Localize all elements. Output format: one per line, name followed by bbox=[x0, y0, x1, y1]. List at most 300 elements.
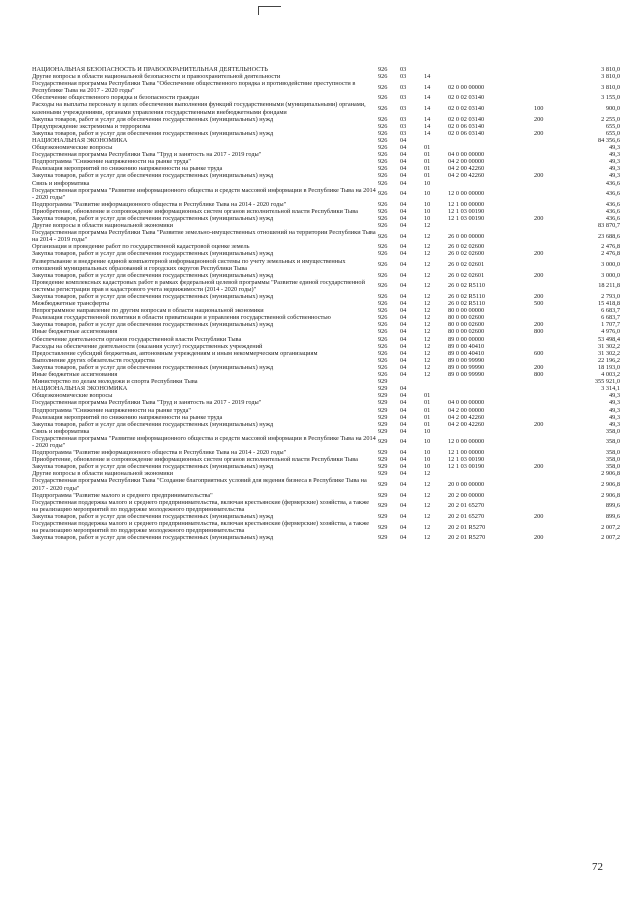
expense-type-code bbox=[533, 385, 569, 392]
expense-type-code bbox=[533, 407, 569, 414]
target-article-code: 89 0 00 40410 bbox=[448, 349, 485, 357]
subsection-code: 01 bbox=[424, 151, 431, 159]
subsection-code: 10 bbox=[424, 456, 431, 464]
amount: 899,6 bbox=[605, 502, 620, 510]
row-name: Закупка товаров, работ и услуг для обеспечения государственных (муниципальных) нужд bbox=[32, 271, 274, 279]
amount: 49,3 bbox=[608, 406, 620, 414]
row-name: Государственная поддержка малого и среднего предпринимательства, включая крестьянские (фермерские) хозяйства, а также на реализацию мероприятий по поддержке молодежного предпринимательства bbox=[32, 498, 370, 513]
amount: 900,0 bbox=[605, 105, 620, 113]
ministry-code: 926 bbox=[378, 300, 388, 308]
amount: 4 003,2 bbox=[601, 371, 620, 379]
target-article-code: 12 1 03 00190 bbox=[448, 456, 485, 464]
target-article-code: 12 0 00 00000 bbox=[448, 190, 485, 198]
target-article-code: 89 0 00 40410 bbox=[448, 342, 485, 350]
section-code: 04 bbox=[400, 214, 407, 222]
target-article-code bbox=[447, 392, 533, 399]
section-code: 04 bbox=[400, 427, 407, 435]
amount: 84 356,6 bbox=[597, 136, 620, 144]
expense-type-code bbox=[533, 336, 569, 343]
amount: 49,3 bbox=[608, 413, 620, 421]
ministry-code: 926 bbox=[378, 307, 388, 315]
amount: 6 683,7 bbox=[601, 307, 620, 315]
ministry-code: 926 bbox=[378, 105, 388, 113]
row-name: Расходы на выплаты персоналу в целях обеспечения выполнения функций государственными (муниципальными) органами, казенными учреждениями, органами управления государственными внебюджетными фондами bbox=[32, 101, 366, 116]
row-name: Государственная программа Республики Тыва "Обеспечение общественного порядка и противодействие преступности в Республике Тыва на 2017 - 2020 годы" bbox=[32, 80, 356, 95]
table-row bbox=[31, 314, 621, 321]
section-code: 04 bbox=[400, 151, 407, 159]
subsection-code: 12 bbox=[424, 271, 431, 279]
target-article-code: 12 1 03 00190 bbox=[448, 214, 485, 222]
expense-type-code bbox=[533, 80, 569, 94]
subsection-code: 12 bbox=[424, 282, 431, 290]
ministry-code: 926 bbox=[378, 250, 388, 258]
target-article-code: 12 1 00 00000 bbox=[448, 200, 485, 208]
target-article-code bbox=[447, 66, 533, 73]
subsection-code: 12 bbox=[424, 371, 431, 379]
row-name: Государственная программа Республики Тыва "Труд и занятость на 2017 - 2019 годы" bbox=[32, 151, 262, 159]
subsection-code: 10 bbox=[424, 438, 431, 446]
target-article-code bbox=[447, 73, 533, 80]
ministry-code: 926 bbox=[378, 136, 388, 144]
row-name: Государственная программа Республики Тыва "Создание благоприятных условий для ведения бизнеса в Республике Тыва на 2017 - 2020 годы" bbox=[32, 477, 367, 492]
row-name: Подпрограмма "Развитие информационного общества в Республике Тыва на 2014 - 2020 годы" bbox=[32, 200, 287, 208]
target-article-code: 26 0 02 02601 bbox=[448, 271, 485, 279]
expense-type-code bbox=[533, 470, 569, 477]
subsection-code: 12 bbox=[424, 523, 431, 531]
table-row bbox=[31, 165, 621, 172]
amount: 3 000,0 bbox=[601, 261, 620, 269]
table-row bbox=[31, 137, 621, 144]
expense-type-code bbox=[533, 449, 569, 456]
page-number: 72 bbox=[592, 861, 603, 873]
row-name: Государственная программа "Развитие информационного общества и средств массовой информации в Республике Тыва на 2014 - 2020 годы" bbox=[32, 434, 376, 449]
section-code: 04 bbox=[400, 456, 407, 464]
expense-type-code bbox=[533, 314, 569, 321]
row-name: Иные бюджетные ассигнования bbox=[32, 328, 118, 336]
expense-type-code bbox=[533, 187, 569, 201]
amount: 49,3 bbox=[608, 392, 620, 400]
row-name: Предупреждение экстремизма и терроризма bbox=[32, 122, 151, 130]
target-article-code: 26 0 00 00000 bbox=[448, 232, 485, 240]
row-name: Проведение комплексных кадастровых работ в рамках федеральной целевой программы "Развитие единой государственной системы регистрации прав и кадастрового учета недвижимости (2014 - 2020 годы)" bbox=[32, 278, 365, 293]
row-name: Расходы на обеспечение деятельности (оказания услуг) государственных учреждений bbox=[32, 342, 263, 350]
amount: 2 906,8 bbox=[601, 491, 620, 499]
ministry-code: 929 bbox=[378, 523, 388, 531]
section-code: 04 bbox=[400, 349, 407, 357]
ministry-code: 926 bbox=[378, 271, 388, 279]
table-row bbox=[31, 187, 621, 201]
row-name: Подпрограмма "Снижение напряженности на рынке труда" bbox=[32, 406, 191, 414]
section-code: 04 bbox=[400, 420, 407, 428]
section-code: 04 bbox=[400, 371, 407, 379]
subsection-code: 10 bbox=[424, 190, 431, 198]
row-name: Организация и проведение работ по государственной кадастровой оценке земель bbox=[32, 243, 250, 251]
section-code: 04 bbox=[400, 523, 407, 531]
table-row bbox=[31, 180, 621, 187]
expense-type-code: 200 bbox=[534, 420, 544, 428]
subsection-code: 12 bbox=[424, 300, 431, 308]
expense-type-code bbox=[533, 243, 569, 250]
target-article-code: 02 0 02 03140 bbox=[448, 105, 485, 113]
section-code: 04 bbox=[400, 307, 407, 315]
section-code: 04 bbox=[400, 172, 407, 180]
subsection-code bbox=[423, 385, 447, 392]
amount: 49,3 bbox=[608, 420, 620, 428]
subsection-code: 12 bbox=[424, 363, 431, 371]
subsection-code: 12 bbox=[424, 293, 431, 300]
row-name: НАЦИОНАЛЬНАЯ БЕЗОПАСНОСТЬ И ПРАВООХРАНИТЕЛЬНАЯ ДЕЯТЕЛЬНОСТЬ bbox=[32, 66, 268, 73]
table-row bbox=[31, 492, 621, 499]
expense-type-code: 600 bbox=[534, 349, 544, 357]
expense-type-code bbox=[533, 414, 569, 421]
ministry-code: 929 bbox=[378, 406, 388, 414]
subsection-code: 10 bbox=[424, 200, 431, 208]
row-name: Приобретение, обновление и сопровождение информационных систем органов исполнительной власти Республики Тыва bbox=[32, 456, 358, 464]
target-article-code: 20 2 01 R5270 bbox=[448, 534, 486, 542]
row-name: Межбюджетные трансферты bbox=[32, 300, 110, 308]
subsection-code: 14 bbox=[424, 105, 431, 113]
table-row bbox=[31, 364, 621, 371]
table-row bbox=[31, 357, 621, 364]
expense-type-code bbox=[533, 180, 569, 187]
amount: 358,0 bbox=[605, 463, 620, 471]
expense-type-code bbox=[533, 137, 569, 144]
row-name: Обеспечение деятельности органов государственной власти Республики Тыва bbox=[32, 335, 242, 343]
row-name: Подпрограмма "Развитие малого и среднего предпринимательства" bbox=[32, 491, 213, 499]
ministry-code: 926 bbox=[378, 314, 388, 322]
target-article-code: 02 0 06 03140 bbox=[448, 122, 485, 130]
target-article-code: 89 0 00 00000 bbox=[448, 335, 485, 343]
amount: 3 810,0 bbox=[601, 73, 620, 81]
subsection-code: 14 bbox=[424, 122, 431, 130]
row-name: Связь и информатика bbox=[32, 179, 90, 187]
target-article-code: 89 0 00 99990 bbox=[448, 363, 485, 371]
section-code: 04 bbox=[400, 512, 407, 520]
section-code: 04 bbox=[400, 406, 407, 414]
amount: 899,6 bbox=[605, 512, 620, 520]
expense-type-code: 200 bbox=[534, 250, 544, 258]
table-row bbox=[31, 201, 621, 208]
amount: 436,6 bbox=[605, 200, 620, 208]
section-code: 04 bbox=[400, 363, 407, 371]
section-code: 04 bbox=[400, 190, 407, 198]
expense-type-code bbox=[533, 73, 569, 80]
amount: 3 810,0 bbox=[601, 66, 620, 73]
section-code: 04 bbox=[400, 413, 407, 421]
ministry-code: 926 bbox=[378, 363, 388, 371]
expense-type-code bbox=[533, 435, 569, 449]
row-name: Государственная программа Республики Тыва "Развитие земельно-имущественных отношений на территории Республики Тыва на 2014 - 2019 годы" bbox=[32, 229, 376, 244]
table-row bbox=[31, 470, 621, 477]
ministry-code: 929 bbox=[378, 534, 388, 542]
expense-type-code bbox=[533, 477, 569, 491]
section-code: 03 bbox=[400, 94, 407, 102]
amount: 436,6 bbox=[605, 214, 620, 222]
section-code: 04 bbox=[400, 250, 407, 258]
amount: 2 007,2 bbox=[601, 523, 620, 531]
target-article-code bbox=[447, 470, 533, 477]
section-code: 04 bbox=[400, 342, 407, 350]
ministry-code: 926 bbox=[378, 207, 388, 215]
target-article-code: 20 2 00 00000 bbox=[448, 491, 485, 499]
expense-type-code bbox=[533, 222, 569, 229]
target-article-code: 04 2 00 42260 bbox=[448, 165, 485, 173]
ministry-code: 929 bbox=[378, 502, 388, 510]
section-code: 04 bbox=[400, 328, 407, 336]
subsection-code: 12 bbox=[424, 261, 431, 269]
table-row bbox=[31, 513, 621, 520]
ministry-code: 926 bbox=[378, 243, 388, 251]
ministry-code: 926 bbox=[378, 190, 388, 198]
target-article-code: 20 2 01 65270 bbox=[448, 502, 485, 510]
target-article-code bbox=[447, 222, 533, 229]
ministry-code: 926 bbox=[378, 371, 388, 379]
target-article-code: 04 2 00 00000 bbox=[448, 158, 485, 166]
table-row bbox=[31, 272, 621, 279]
amount: 22 196,2 bbox=[597, 356, 620, 364]
row-name: Другие вопросы в области национальной экономики bbox=[32, 470, 174, 478]
expense-type-code bbox=[533, 158, 569, 165]
table-row bbox=[31, 307, 621, 314]
section-code: 04 bbox=[400, 158, 407, 166]
expense-type-code: 200 bbox=[534, 534, 544, 542]
section-code: 04 bbox=[400, 243, 407, 251]
row-name: Связь и информатика bbox=[32, 427, 90, 435]
subsection-code: 10 bbox=[424, 207, 431, 215]
target-article-code bbox=[447, 180, 533, 187]
budget-table bbox=[31, 66, 621, 541]
subsection-code: 12 bbox=[424, 491, 431, 499]
section-code: 04 bbox=[400, 282, 407, 290]
ministry-code: 926 bbox=[378, 144, 388, 152]
table-row bbox=[31, 456, 621, 463]
amount: 358,0 bbox=[605, 438, 620, 446]
amount: 1 707,7 bbox=[601, 321, 620, 329]
table-row bbox=[31, 101, 621, 115]
table-row bbox=[31, 350, 621, 357]
ministry-code: 926 bbox=[378, 73, 388, 81]
expense-type-code: 200 bbox=[534, 293, 544, 300]
table-row bbox=[31, 243, 621, 250]
target-article-code: 04 0 00 00000 bbox=[448, 151, 485, 159]
amount: 655,0 bbox=[605, 129, 620, 137]
row-name: Реализация мероприятий по снижению напряженности на рынке труда bbox=[32, 165, 223, 173]
table-row bbox=[31, 477, 621, 491]
row-name: НАЦИОНАЛЬНАЯ ЭКОНОМИКА bbox=[32, 136, 128, 144]
table-row bbox=[31, 463, 621, 470]
row-name: Закупка товаров, работ и услуг для обеспечения государственных (муниципальных) нужд bbox=[32, 512, 274, 520]
target-article-code: 12 0 00 00000 bbox=[448, 438, 485, 446]
row-name: Иные бюджетные ассигнования bbox=[32, 371, 118, 379]
table-row bbox=[31, 80, 621, 94]
table-row bbox=[31, 66, 621, 73]
subsection-code: 14 bbox=[424, 73, 431, 81]
expense-type-code bbox=[533, 258, 569, 272]
expense-type-code bbox=[533, 201, 569, 208]
table-row bbox=[31, 94, 621, 101]
row-name: Непрограммное направление по другим вопросам в области национальной экономики bbox=[32, 307, 264, 315]
expense-type-code bbox=[533, 428, 569, 435]
amount: 3 000,0 bbox=[601, 271, 620, 279]
amount: 31 302,2 bbox=[597, 342, 620, 350]
amount: 49,3 bbox=[608, 144, 620, 152]
amount: 2 906,8 bbox=[601, 480, 620, 488]
table-row bbox=[31, 407, 621, 414]
expense-type-code bbox=[533, 144, 569, 151]
expense-type-code bbox=[533, 456, 569, 463]
expense-type-code bbox=[533, 165, 569, 172]
amount: 436,6 bbox=[605, 190, 620, 198]
amount: 49,3 bbox=[608, 165, 620, 173]
target-article-code: 02 0 06 03140 bbox=[448, 129, 485, 137]
ministry-code: 926 bbox=[378, 232, 388, 240]
row-name: Обеспечение общественного порядка и безопасности граждан bbox=[32, 94, 199, 102]
ministry-code: 929 bbox=[378, 438, 388, 446]
amount: 83 870,7 bbox=[597, 222, 620, 230]
section-code: 03 bbox=[400, 73, 407, 81]
table-row bbox=[31, 293, 621, 300]
ministry-code: 929 bbox=[378, 385, 388, 393]
row-name: Государственная поддержка малого и среднего предпринимательства, включая крестьянские (фермерские) хозяйства, а также на реализацию мероприятий по поддержке молодежного предпринимательства bbox=[32, 520, 370, 535]
target-article-code: 80 0 00 02600 bbox=[448, 328, 485, 336]
section-code: 04 bbox=[400, 335, 407, 343]
subsection-code: 12 bbox=[424, 314, 431, 322]
subsection-code: 01 bbox=[424, 144, 431, 152]
expense-type-code: 200 bbox=[534, 463, 544, 471]
row-name: Другие вопросы в области национальной экономики bbox=[32, 222, 174, 230]
row-name: Закупка товаров, работ и услуг для обеспечения государственных (муниципальных) нужд bbox=[32, 250, 274, 258]
table-row bbox=[31, 449, 621, 456]
section-code: 04 bbox=[400, 491, 407, 499]
subsection-code: 10 bbox=[424, 214, 431, 222]
expense-type-code: 200 bbox=[534, 214, 544, 222]
ministry-code: 926 bbox=[378, 335, 388, 343]
target-article-code: 26 0 02 02600 bbox=[448, 250, 485, 258]
subsection-code: 12 bbox=[424, 534, 431, 542]
ministry-code: 929 bbox=[378, 420, 388, 428]
expense-type-code: 800 bbox=[534, 328, 544, 336]
subsection-code: 14 bbox=[424, 94, 431, 102]
table-row bbox=[31, 258, 621, 272]
amount: 18 211,8 bbox=[598, 282, 620, 290]
subsection-code: 12 bbox=[424, 480, 431, 488]
subsection-code: 12 bbox=[424, 328, 431, 336]
amount: 3 155,0 bbox=[601, 94, 620, 102]
subsection-code: 01 bbox=[424, 413, 431, 421]
table-row bbox=[31, 343, 621, 350]
target-article-code: 04 2 00 42260 bbox=[448, 172, 485, 180]
subsection-code: 14 bbox=[424, 129, 431, 137]
row-name: Другие вопросы в области национальной безопасности и правоохранительной деятельности bbox=[32, 73, 281, 81]
amount: 49,3 bbox=[608, 158, 620, 166]
ministry-code: 929 bbox=[378, 512, 388, 520]
section-code: 04 bbox=[400, 314, 407, 322]
section-code: 04 bbox=[400, 136, 407, 144]
table-row bbox=[31, 130, 621, 137]
amount: 4 976,0 bbox=[601, 328, 620, 336]
target-article-code: 20 2 01 65270 bbox=[448, 512, 485, 520]
expense-type-code bbox=[533, 343, 569, 350]
subsection-code: 01 bbox=[424, 392, 431, 400]
table-row bbox=[31, 300, 621, 307]
ministry-code: 926 bbox=[378, 66, 388, 73]
subsection-code: 14 bbox=[424, 115, 431, 123]
row-name: Реализация мероприятий по снижению напряженности на рынке труда bbox=[32, 413, 223, 421]
ministry-code: 926 bbox=[378, 165, 388, 173]
ministry-code: 926 bbox=[378, 94, 388, 102]
subsection-code: 12 bbox=[424, 470, 431, 478]
subsection-code: 12 bbox=[424, 335, 431, 343]
table-row bbox=[31, 378, 621, 385]
expense-type-code bbox=[533, 492, 569, 499]
table-row bbox=[31, 371, 621, 378]
table-row bbox=[31, 428, 621, 435]
ministry-code: 926 bbox=[378, 356, 388, 364]
amount: 2 906,8 bbox=[601, 470, 620, 478]
row-name: Закупка товаров, работ и услуг для обеспечения государственных (муниципальных) нужд bbox=[32, 129, 274, 137]
expense-type-code bbox=[533, 520, 569, 534]
expense-type-code bbox=[533, 229, 569, 243]
target-article-code: 26 0 02 R5110 bbox=[448, 300, 486, 308]
amount: 49,3 bbox=[608, 399, 620, 407]
ministry-code: 926 bbox=[378, 261, 388, 269]
section-code: 04 bbox=[400, 470, 407, 478]
table-row bbox=[31, 222, 621, 229]
expense-type-code bbox=[533, 94, 569, 101]
expense-type-code bbox=[533, 378, 569, 385]
subsection-code bbox=[423, 137, 447, 144]
section-code: 04 bbox=[400, 165, 407, 173]
target-article-code: 26 0 02 02601 bbox=[448, 261, 485, 269]
table-row bbox=[31, 229, 621, 243]
row-name: Выполнение других обязательств государства bbox=[32, 356, 155, 364]
ministry-code: 929 bbox=[378, 413, 388, 421]
expense-type-code bbox=[533, 499, 569, 513]
expense-type-code: 200 bbox=[534, 172, 544, 180]
section-code: 04 bbox=[400, 200, 407, 208]
subsection-code: 12 bbox=[424, 232, 431, 240]
amount: 31 302,2 bbox=[597, 349, 620, 357]
amount: 2 476,8 bbox=[601, 250, 620, 258]
amount: 2 255,0 bbox=[601, 115, 620, 123]
ministry-code: 926 bbox=[378, 179, 388, 187]
subsection-code: 12 bbox=[424, 250, 431, 258]
section-code: 03 bbox=[400, 129, 407, 137]
target-article-code bbox=[447, 144, 533, 151]
expense-type-code: 200 bbox=[534, 363, 544, 371]
ministry-code: 926 bbox=[378, 321, 388, 329]
target-article-code: 04 2 00 42260 bbox=[448, 413, 485, 421]
table-row bbox=[31, 399, 621, 406]
expense-type-code: 200 bbox=[534, 321, 544, 329]
expense-type-code bbox=[533, 357, 569, 364]
row-name: Государственная программа "Развитие информационного общества и средств массовой информации в Республике Тыва на 2014 - 2020 годы" bbox=[32, 186, 376, 201]
budget-table-body bbox=[31, 66, 621, 541]
amount: 358,0 bbox=[605, 427, 620, 435]
subsection-code: 12 bbox=[424, 222, 431, 230]
table-row bbox=[31, 414, 621, 421]
target-article-code: 26 0 02 02600 bbox=[448, 243, 485, 251]
table-row bbox=[31, 123, 621, 130]
ministry-code: 929 bbox=[378, 480, 388, 488]
target-article-code: 12 1 00 00000 bbox=[448, 449, 485, 457]
target-article-code bbox=[447, 385, 533, 392]
section-code: 04 bbox=[400, 144, 407, 152]
expense-type-code bbox=[533, 208, 569, 215]
target-article-code: 12 1 03 00190 bbox=[448, 207, 485, 215]
amount: 358,0 bbox=[605, 456, 620, 464]
amount: 49,3 bbox=[608, 172, 620, 180]
